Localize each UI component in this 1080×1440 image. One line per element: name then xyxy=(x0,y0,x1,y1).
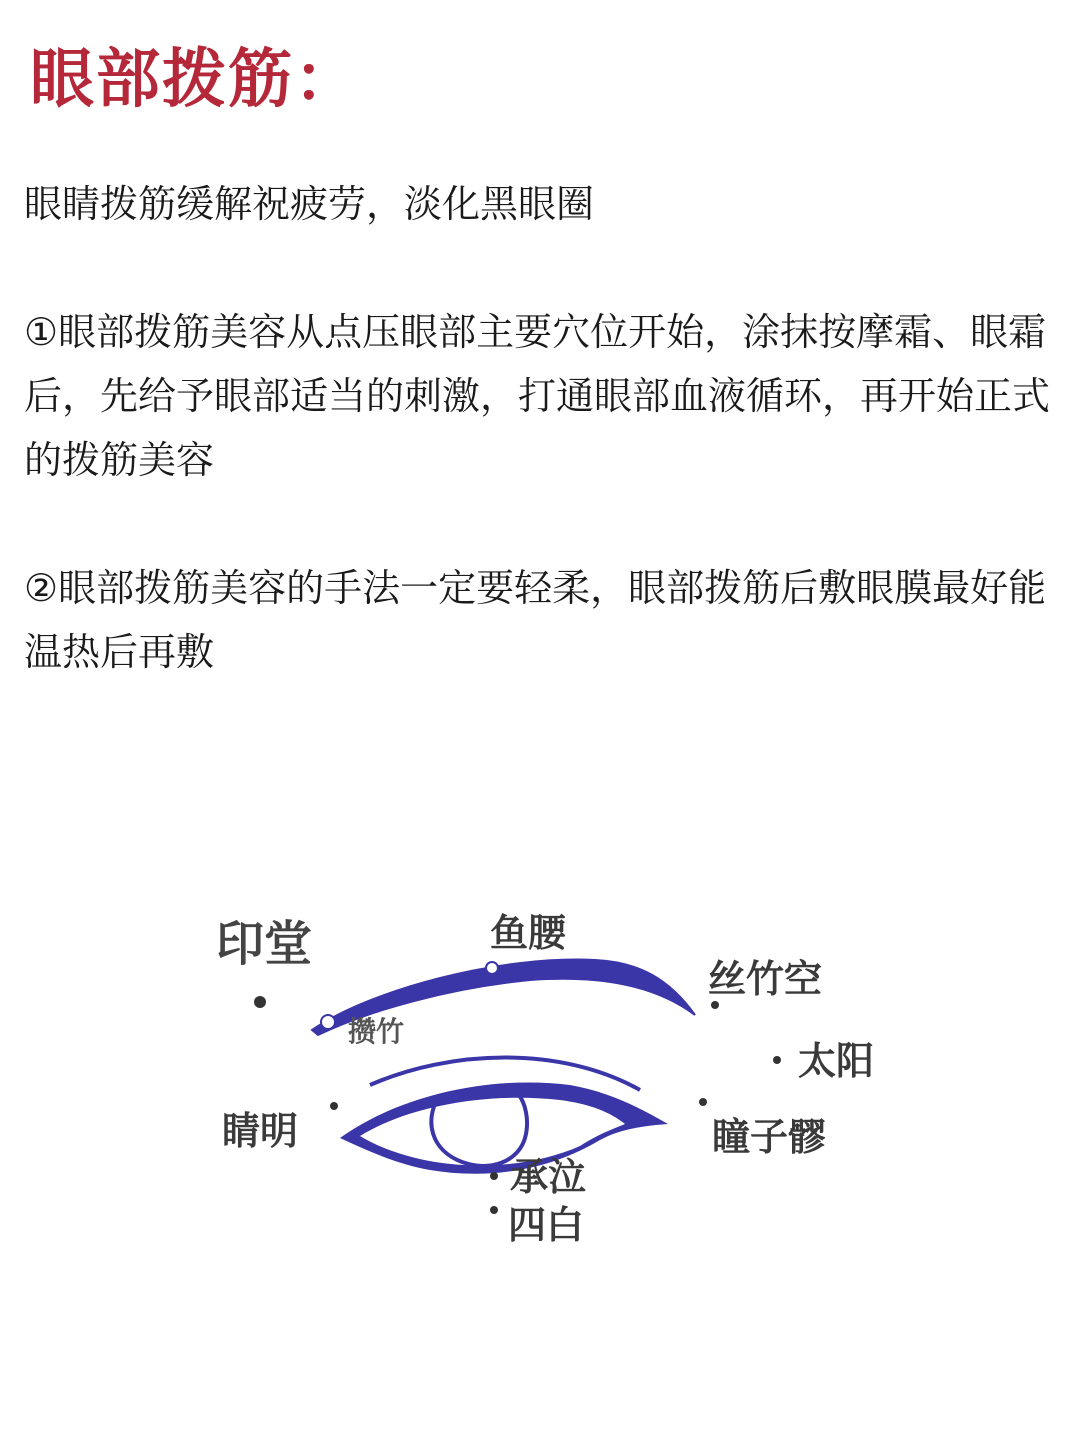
yintang-point-dot xyxy=(254,996,266,1008)
tongziliao-point-dot xyxy=(699,1098,707,1106)
sizhukong-label: 丝竹空 xyxy=(708,957,823,1001)
step-1-text: ①眼部拨筋美容从点压眼部主要穴位开始，涂抹按摩霜、眼霜后，先给予眼部适当的刺激，打通眼部血液循环，再开始正式的拨筋美容 xyxy=(24,310,1051,482)
sibai-label: 四白 xyxy=(508,1203,585,1247)
intro-text: 眼睛拨筋缓解祝疲劳，淡化黑眼圈 xyxy=(24,182,595,226)
page-title: 眼部拨筋： xyxy=(30,43,360,117)
step-2-text: ②眼部拨筋美容的手法一定要轻柔，眼部拨筋后敷眼膜最好能温热后再敷 xyxy=(24,566,1047,674)
eye-acupoint-diagram xyxy=(200,880,900,1280)
cuanzhu-label: 攒竹 xyxy=(348,1015,405,1048)
chengqi-label: 承泣 xyxy=(510,1155,587,1199)
yuyao-point-dot xyxy=(486,962,498,974)
jingming-point-dot xyxy=(330,1102,338,1110)
sibai-point-dot xyxy=(490,1206,498,1214)
cuanzhu-point-dot xyxy=(321,1015,335,1029)
chengqi-point-dot xyxy=(490,1172,498,1180)
sizhukong-point-dot xyxy=(711,1001,719,1009)
jingming-label: 睛明 xyxy=(222,1109,299,1153)
taiyang-label: 太阳 xyxy=(798,1039,875,1083)
tongziliao-label: 瞳子髎 xyxy=(712,1115,827,1159)
yuyao-label: 鱼腰 xyxy=(490,911,567,955)
yintang-label: 印堂 xyxy=(216,916,313,972)
taiyang-point-dot xyxy=(773,1056,781,1064)
